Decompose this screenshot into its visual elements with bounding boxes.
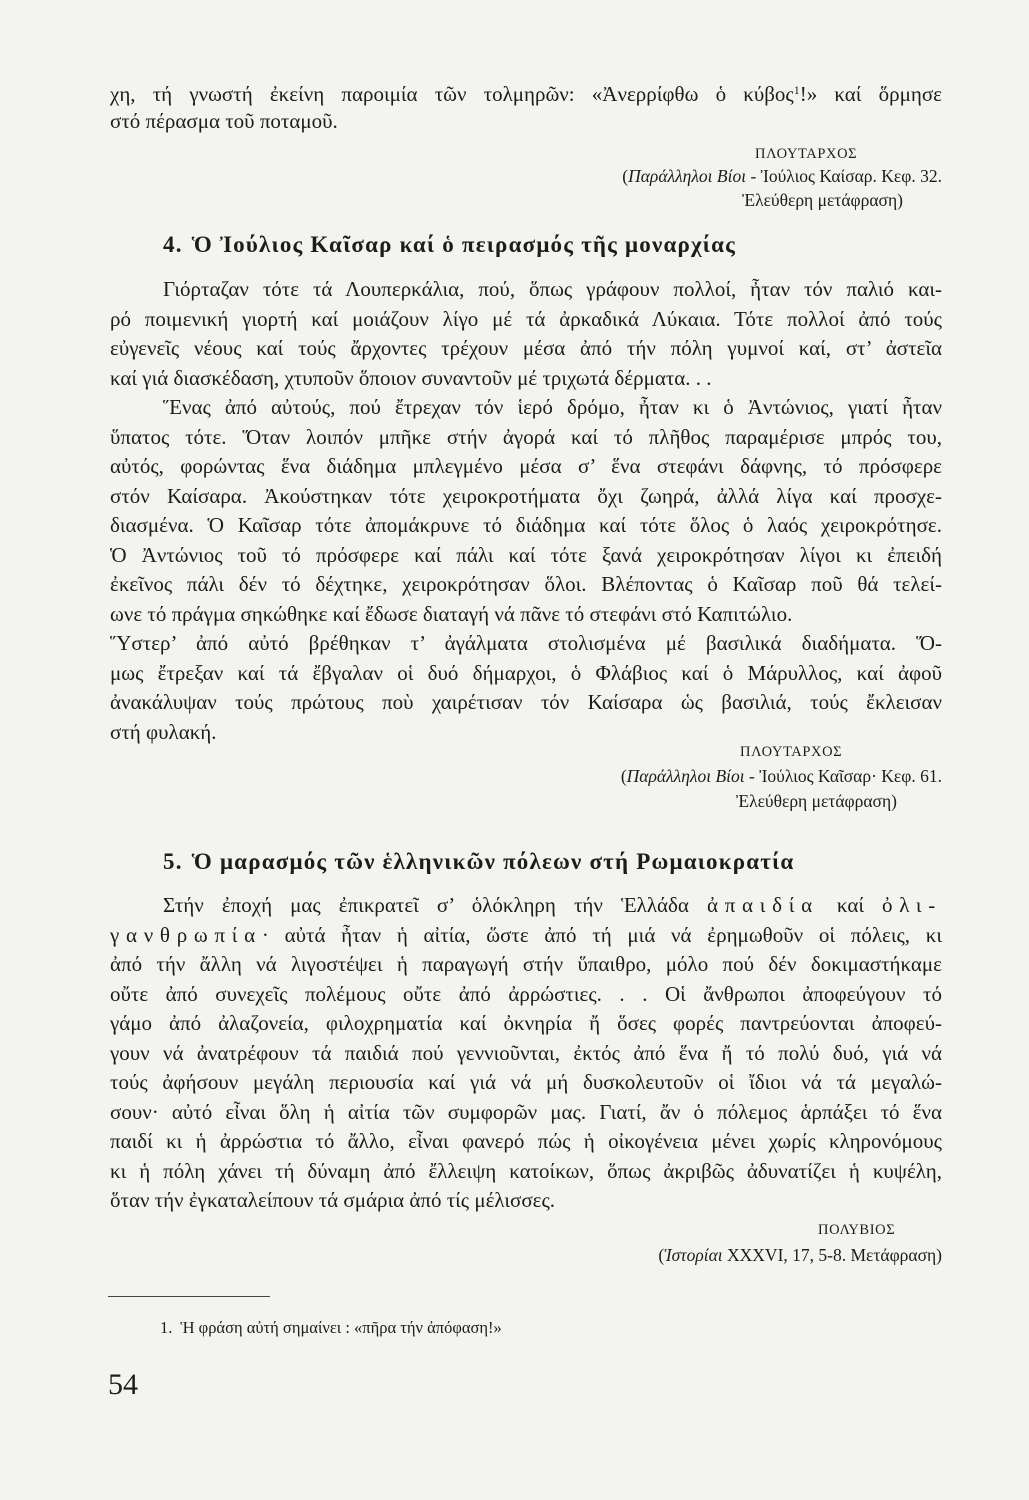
text-line: Ὕστερ’ ἀπό αὐτό βρέθηκαν τ’ ἀγάλματα στολισμένα μέ βασιλικά διαδήματα. Ὅ-: [110, 631, 942, 655]
citation-paren: (: [658, 1245, 665, 1265]
line-text: καί: [818, 893, 883, 917]
section-body: [110, 891, 942, 1216]
text-line: αὐτός, φορώντας ἕνα διάδημα μπλεγμένο μέσα σ’ ἕνα στεφάνι δάφνης, τό πρόσφερε: [110, 454, 942, 478]
source-translation-note: Ἐλεύθερη μετάφραση): [742, 190, 903, 210]
text-line: ἀπό τήν ἄλλη νά λιγοστέψει ἡ παραγωγή στήν ὕπαιθρο, μόλο πού δέν δοκιμαστήκαμε: [110, 952, 942, 976]
section-heading: [163, 847, 794, 877]
text-line: κι ἡ πόλη χάνει τή δύναμη ἀπό ἔλλειψη κατοίκων, ὅπως ἀκριβῶς ἀδυνατίζει ἡ κυψέλη,: [110, 1158, 942, 1183]
page-number: 54: [108, 1368, 138, 1401]
citation-details: XXXVI, 17, 5-8. Μετάφραση): [722, 1245, 942, 1265]
source-author: ΠΟΛΥΒΙΟΣ: [818, 1222, 896, 1238]
text-line: καί γιά διασκέδαση, χτυποῦν ὅποιον συναντοῦν μέ τριχωτά δέρματα. . .: [110, 365, 712, 390]
section-title: Ὁ μαρασμός τῶν ἑλληνικῶν πόλεων στή Ρωμαιοκρατία: [191, 849, 795, 874]
footnote: [160, 1317, 502, 1339]
citation-details: - Ἰούλιος Καίσαρ. Κεφ. 32.: [746, 166, 942, 186]
text-line: ρό ποιμενική γιορτή καί μοιάζουν λίγο μέ τά ἀρκαδικά Λύκαια. Τότε πολλοί ἀπό τούς: [110, 306, 942, 331]
citation-work-title: Ἱστορίαι: [664, 1245, 723, 1265]
text-line: ὕπατος τότε. Ὅταν λοιπόν μπῆκε στήν ἀγορά καί τό πλῆθος παραμέρισε μπρός του,: [110, 424, 942, 449]
footnote-rule: [108, 1296, 270, 1297]
text-line: παιδί κι ἡ ἀρρώστια τό ἄλλο, εἶναι φανερό πώς ἡ οἰκογένεια μένει χωρίς κληρονόμους: [110, 1129, 942, 1153]
emphasized-word: ἀπαιδία: [707, 893, 819, 917]
text-line: Ὁ Ἀντώνιος τοῦ τό πρόσφερε καί πάλι καί τότε ξανά χειροκρότησαν λίγοι κι ἐπειδή: [110, 542, 942, 567]
line-text: Στήν ἐποχή μας ἐπικρατεῖ σ’ ὁλόκληρη τήν Ἑλλάδα: [163, 893, 707, 917]
source-translation-note: Ἐλεύθερη μετάφραση): [736, 791, 897, 811]
text-line: [110, 81, 942, 108]
text-line: [110, 891, 942, 921]
source-citation: [622, 165, 942, 187]
text-line: οὔτε ἀπό συνεχεῖς πολέμους οὔτε ἀπό ἀρρώστιες. . . Οἱ ἄνθρωποι ἀποφεύγουν τό: [110, 981, 942, 1006]
section-body: [110, 275, 942, 747]
text-line: εὐγενεῖς νέους καί τούς ἄρχοντες τρέχουν μέσα ἀπό τήν πόλη γυμνοί καί, στ’ ἀστεῖα: [110, 336, 942, 360]
text-line: ἐκεῖνος πάλι δέν τό δέχτηκε, χειροκρότησαν ὅλοι. Βλέποντας ὁ Καῖσαρ ποῦ θά τελεί-: [110, 572, 942, 596]
text-line: [110, 921, 942, 951]
source-author: ΠΛΟΥΤΑΡΧΟΣ: [755, 146, 858, 162]
text-line: Γιόρταζαν τότε τά Λουπερκάλια, πού, ὅπως γράφουν πολλοί, ἦταν τόν παλιό και-: [163, 277, 942, 301]
text-line: ὅταν τήν ἐγκαταλείπουν τά σμάρια ἀπό τίς μέλισσες.: [110, 1188, 556, 1212]
text-line: στόν Καίσαρα. Ἀκούστηκαν τότε χειροκροτήματα ὄχι ζωηρά, ἀλλά λίγα καί προσχε-: [110, 483, 942, 508]
text-line: ἀνακάλυψαν τούς πρώτους ποὺ χαιρέτισαν τόν Καίσαρα ὡς βασιλιά, τούς ἔκλεισαν: [110, 690, 942, 714]
text-line: γάμο ἀπό ἀλαζονεία, φιλοχρηματία καί ὀκνηρία ἤ ὅσες φορές παντρεύονται ἀποφεύ-: [110, 1011, 942, 1035]
line-text: χη, τή γνωστή ἐκείνη παροιμία τῶν τολμηρῶν: «Ἀνερρίφθω ὁ κύβος: [110, 82, 794, 106]
text-line: τούς ἀφήσουν μεγάλη περιουσία καί γιά νά μή δυσκολευτοῦν οἱ ἴδιοι νά τά μεγαλώ-: [110, 1070, 942, 1094]
emphasized-word: γανθρωπία: [110, 922, 262, 947]
text-line: στό πέρασμα τοῦ ποταμοῦ.: [110, 109, 338, 133]
citation-paren: (: [622, 166, 629, 186]
citation-paren: (: [620, 766, 627, 786]
text-line: σουν· αὐτό εἶναι ὅλη ἡ αἰτία τῶν συμφορῶν μας. Γιατί, ἄν ὁ πόλεμος ἁρπάξει τό ἕνα: [110, 1099, 942, 1124]
text-line: ωνε τό πράγμα σηκώθηκε καί ἔδωσε διαταγή νά πᾶνε τό στεφάνι στό Καπιτώλιο.: [110, 601, 793, 626]
text-line: Ἕνας ἀπό αὐτούς, πού ἔτρεχαν τόν ἱερό δρόμο, ἦταν κι ὁ Ἀντώνιος, γιατί ἦταν: [163, 395, 942, 419]
footnote-reference: 1: [793, 83, 800, 97]
line-text: · αὐτά ἦταν ἡ αἰτία, ὥστε ἀπό τή μιά νά ἐρημωθοῦν οἱ πόλεις, κι: [261, 922, 942, 947]
footnote-number: 1.: [160, 1318, 173, 1337]
text-line: γουν νά ἀνατρέφουν τά παιδιά πού γεννιοῦνται, ἐκτός ἀπό ἕνα ἤ τό πολύ δυό, γιά νά: [110, 1040, 942, 1065]
section-number: 4.: [163, 232, 183, 257]
section-heading: [163, 230, 736, 260]
footnote-text: Ἡ φράση αὐτή σημαίνει : «πῆρα τήν ἀπόφαση!»: [180, 1318, 502, 1337]
text-line: διασμένα. Ὁ Καῖσαρ τότε ἀπομάκρυνε τό διάδημα καί τότε ὅλος ὁ λαός χειροκρότησε.: [110, 513, 942, 537]
text-line: στή φυλακή.: [110, 719, 217, 744]
source-author: ΠΛΟΥΤΑΡΧΟΣ: [740, 744, 843, 760]
text-line: μως ἔτρεξαν καί τά ἔβγαλαν οἱ δυό δήμαρχοι, ὁ Φλάβιος καί ὁ Μάρυλλος, καί ἀφοῦ: [110, 660, 942, 685]
continuation-paragraph: [110, 81, 942, 135]
emphasized-word: ὀλι-: [882, 893, 942, 917]
citation-work-title: Παράλληλοι Βίοι: [628, 166, 747, 186]
line-text: !» καί ὅρμησε: [799, 82, 942, 106]
source-citation: [658, 1244, 942, 1266]
section-number: 5.: [163, 849, 183, 874]
section-title: Ὁ Ἰούλιος Καῖσαρ καί ὁ πειρασμός τῆς μοναρχίας: [191, 232, 737, 257]
citation-work-title: Παράλληλοι Βίοι: [626, 766, 745, 786]
citation-details: - Ἰούλιος Καῖσαρ· Κεφ. 61.: [744, 766, 942, 786]
source-citation: [621, 765, 942, 787]
